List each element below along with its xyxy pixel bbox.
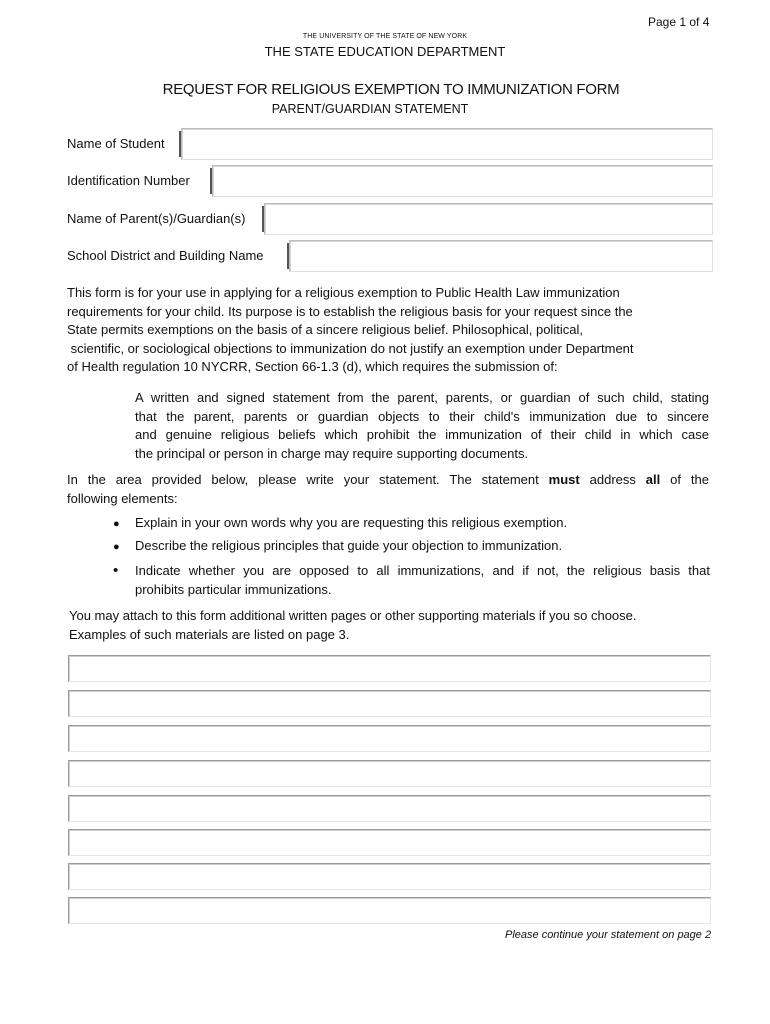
page-number: Page 1 of 4 [648, 15, 710, 29]
statement-line-5[interactable] [68, 795, 711, 822]
intro-paragraph [67, 284, 727, 377]
bullet-item [113, 537, 713, 557]
attach-note [69, 607, 714, 644]
intro-line: This form is for your use in applying for a religious exemption to Public Health Law immunization [67, 285, 620, 300]
intro-line: State permits exemptions on the basis of a sincere religious belief. Philosophical, political, [67, 322, 583, 337]
instruction-text: address [579, 472, 646, 487]
statement-line-4[interactable] [68, 760, 711, 787]
instruction-emphasis-all: all [645, 472, 661, 487]
instruction-line-2: following elements: [67, 490, 178, 506]
bullet-icon: • [113, 562, 119, 579]
statement-line-8[interactable] [68, 897, 711, 924]
quote-line: the principal or person in charge may require supporting documents. [135, 445, 529, 461]
bullet-text-block [135, 562, 710, 599]
parent-guardian-name-field[interactable] [264, 203, 713, 235]
bullet-text: Explain in your own words why you are requesting this religious exemption. [135, 515, 568, 530]
instruction-paragraph [67, 471, 709, 508]
statement-line-1[interactable] [68, 655, 711, 682]
identification-number-label: Identification Number [67, 173, 190, 188]
intro-line: of Health regulation 10 NYCRR, Section 66-1.3 (d), which requires the submission of: [67, 359, 558, 374]
quote-line: A written and signed statement from the parent, parents, or guardian of such child, stating [135, 390, 709, 405]
school-district-field[interactable] [289, 240, 713, 272]
statement-line-2[interactable] [68, 690, 711, 717]
student-name-field[interactable] [181, 128, 713, 160]
continue-note: Please continue your statement on page 2 [505, 929, 712, 941]
instruction-text: In the area provided below, please write your statement. The statement [67, 472, 549, 487]
form-subtitle: PARENT/GUARDIAN STATEMENT [271, 102, 469, 116]
university-name: THE UNIVERSITY OF THE STATE OF NEW YORK [302, 33, 468, 40]
parent-guardian-name-label: Name of Parent(s)/Guardian(s) [67, 211, 246, 226]
bullet-text: Indicate whether you are opposed to all immunizations, and if not, the religious basis that [135, 563, 710, 578]
bullet-icon: ● [113, 518, 120, 530]
intro-line: scientific, or sociological objections to immunization do not justify an exemption under Department [67, 340, 634, 356]
student-name-label: Name of Student [67, 136, 165, 151]
attach-note-line: Examples of such materials are listed on page 3. [69, 626, 350, 642]
instruction-line-1 [67, 471, 709, 490]
school-district-label: School District and Building Name [67, 248, 264, 263]
department-name: THE STATE EDUCATION DEPARTMENT [264, 44, 506, 59]
attach-note-line: You may attach to this form additional written pages or other supporting materials if you so choose. [69, 608, 637, 623]
instruction-text: of the [660, 472, 709, 487]
quote-line: that the parent, parents or guardian objects to their child's immunization due to sincere [135, 408, 709, 424]
statement-line-3[interactable] [68, 725, 711, 752]
bullet-icon: ● [113, 541, 120, 553]
intro-line: requirements for your child. Its purpose is to establish the religious basis for your request since the [67, 303, 633, 319]
instruction-emphasis-must: must [548, 472, 580, 487]
form-title: REQUEST FOR RELIGIOUS EXEMPTION TO IMMUNIZATION FORM [162, 81, 620, 98]
statement-line-7[interactable] [68, 863, 711, 890]
identification-number-field[interactable] [212, 165, 713, 197]
quote-line: and genuine religious beliefs which prohibit the immunization of their child in which case [135, 427, 709, 442]
bullet-text: Describe the religious principles that guide your objection to immunization. [135, 538, 563, 553]
regulation-quote [135, 389, 709, 463]
statement-line-6[interactable] [68, 829, 711, 856]
bullet-item [113, 562, 710, 599]
bullet-item [113, 514, 713, 534]
bullet-text: prohibits particular immunizations. [135, 581, 332, 597]
